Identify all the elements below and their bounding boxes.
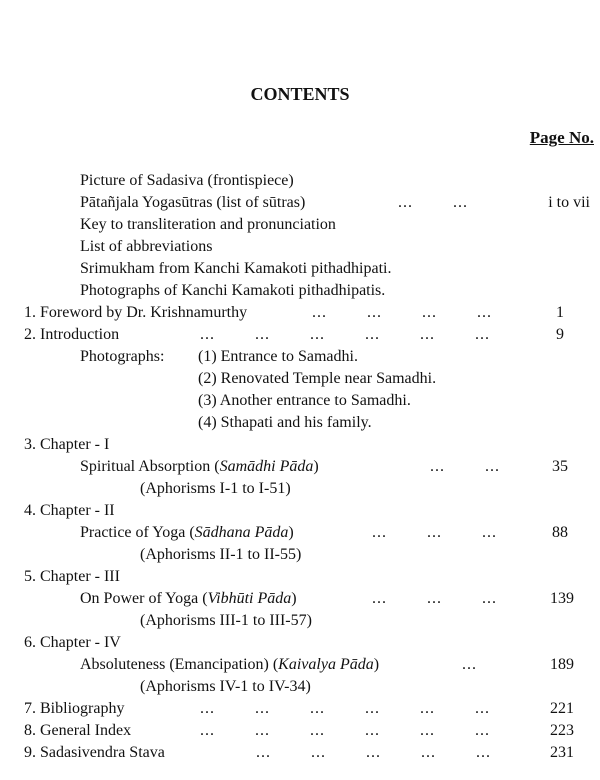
leader-dots: ... <box>462 656 477 673</box>
toc-page-number: 231 <box>550 744 574 761</box>
toc-entry-general-index: 8. General Index <box>24 722 132 739</box>
leader-dots: ... ... ... ... ... <box>256 744 491 761</box>
toc-page-number: 223 <box>550 722 574 739</box>
toc-entry-foreword: 1. Foreword by Dr. Krishnamurthy <box>24 304 248 321</box>
leader-dots: ... ... ... ... <box>312 304 492 321</box>
photographs-label: Photographs: <box>80 348 165 365</box>
toc-chapter-aphorisms: (Aphorisms II-1 to II-55) <box>140 546 302 563</box>
toc-page-number: 9 <box>556 326 564 343</box>
toc-chapter-label: 3. Chapter - I <box>24 436 110 453</box>
leader-dots: ... ... ... ... ... ... <box>200 700 490 717</box>
toc-chapter-label: 6. Chapter - IV <box>24 634 121 651</box>
page-number-column-header: Page No. <box>529 128 594 147</box>
photograph-item: (1) Entrance to Samadhi. <box>198 348 358 365</box>
toc-entry-introduction: 2. Introduction <box>24 326 120 343</box>
toc-page-number: 221 <box>550 700 574 717</box>
toc-page-number: 35 <box>552 458 568 475</box>
toc-chapter-title: On Power of Yoga (Vibhūti Pāda) <box>80 590 297 607</box>
toc-entry-sadasivendra-stava: 9. Sadasivendra Stava <box>24 744 165 761</box>
leader-dots: ... ... <box>430 458 500 475</box>
toc-entry-yogasutras: Pātañjala Yogasūtras (list of sūtras) <box>80 194 306 211</box>
toc-chapter-aphorisms: (Aphorisms III-1 to III-57) <box>140 612 312 629</box>
toc-chapter-label: 5. Chapter - III <box>24 568 120 585</box>
photograph-item: (3) Another entrance to Samadhi. <box>198 392 411 409</box>
photograph-item: (2) Renovated Temple near Samadhi. <box>198 370 437 387</box>
leader-dots: ... ... ... ... ... ... <box>200 722 490 739</box>
toc-entry-srimukham: Srimukham from Kanchi Kamakoti pithadhipati. <box>80 260 392 277</box>
toc-page-number: 189 <box>550 656 574 673</box>
leader-dots: ... ... ... ... ... ... <box>200 326 490 343</box>
toc-chapter-aphorisms: (Aphorisms IV-1 to IV-34) <box>140 678 311 695</box>
toc-entry-frontispiece: Picture of Sadasiva (frontispiece) <box>80 172 294 189</box>
leader-dots: ... ... <box>398 194 468 211</box>
contents-heading: CONTENTS <box>250 84 350 104</box>
photograph-item: (4) Sthapati and his family. <box>198 414 372 431</box>
toc-chapter-title: Practice of Yoga (Sādhana Pāda) <box>80 524 294 541</box>
toc-chapter-title: Spiritual Absorption (Samādhi Pāda) <box>80 458 319 475</box>
toc-page-number: i to vii <box>548 194 590 211</box>
toc-entry-transliteration: Key to transliteration and pronunciation <box>80 216 336 233</box>
toc-entry-photographs-pithadhipatis: Photographs of Kanchi Kamakoti pithadhipatis. <box>80 282 386 299</box>
toc-page-number: 88 <box>552 524 568 541</box>
toc-page-number: 139 <box>550 590 574 607</box>
toc-chapter-label: 4. Chapter - II <box>24 502 115 519</box>
toc-page-number: 1 <box>556 304 564 321</box>
toc-entry-bibliography: 7. Bibliography <box>24 700 125 717</box>
leader-dots: ... ... ... <box>372 524 497 541</box>
toc-chapter-title: Absoluteness (Emancipation) (Kaivalya Pāda) <box>80 656 380 673</box>
leader-dots: ... ... ... <box>372 590 497 607</box>
toc-entry-abbreviations: List of abbreviations <box>80 238 213 255</box>
toc-chapter-aphorisms: (Aphorisms I-1 to I-51) <box>140 480 291 497</box>
